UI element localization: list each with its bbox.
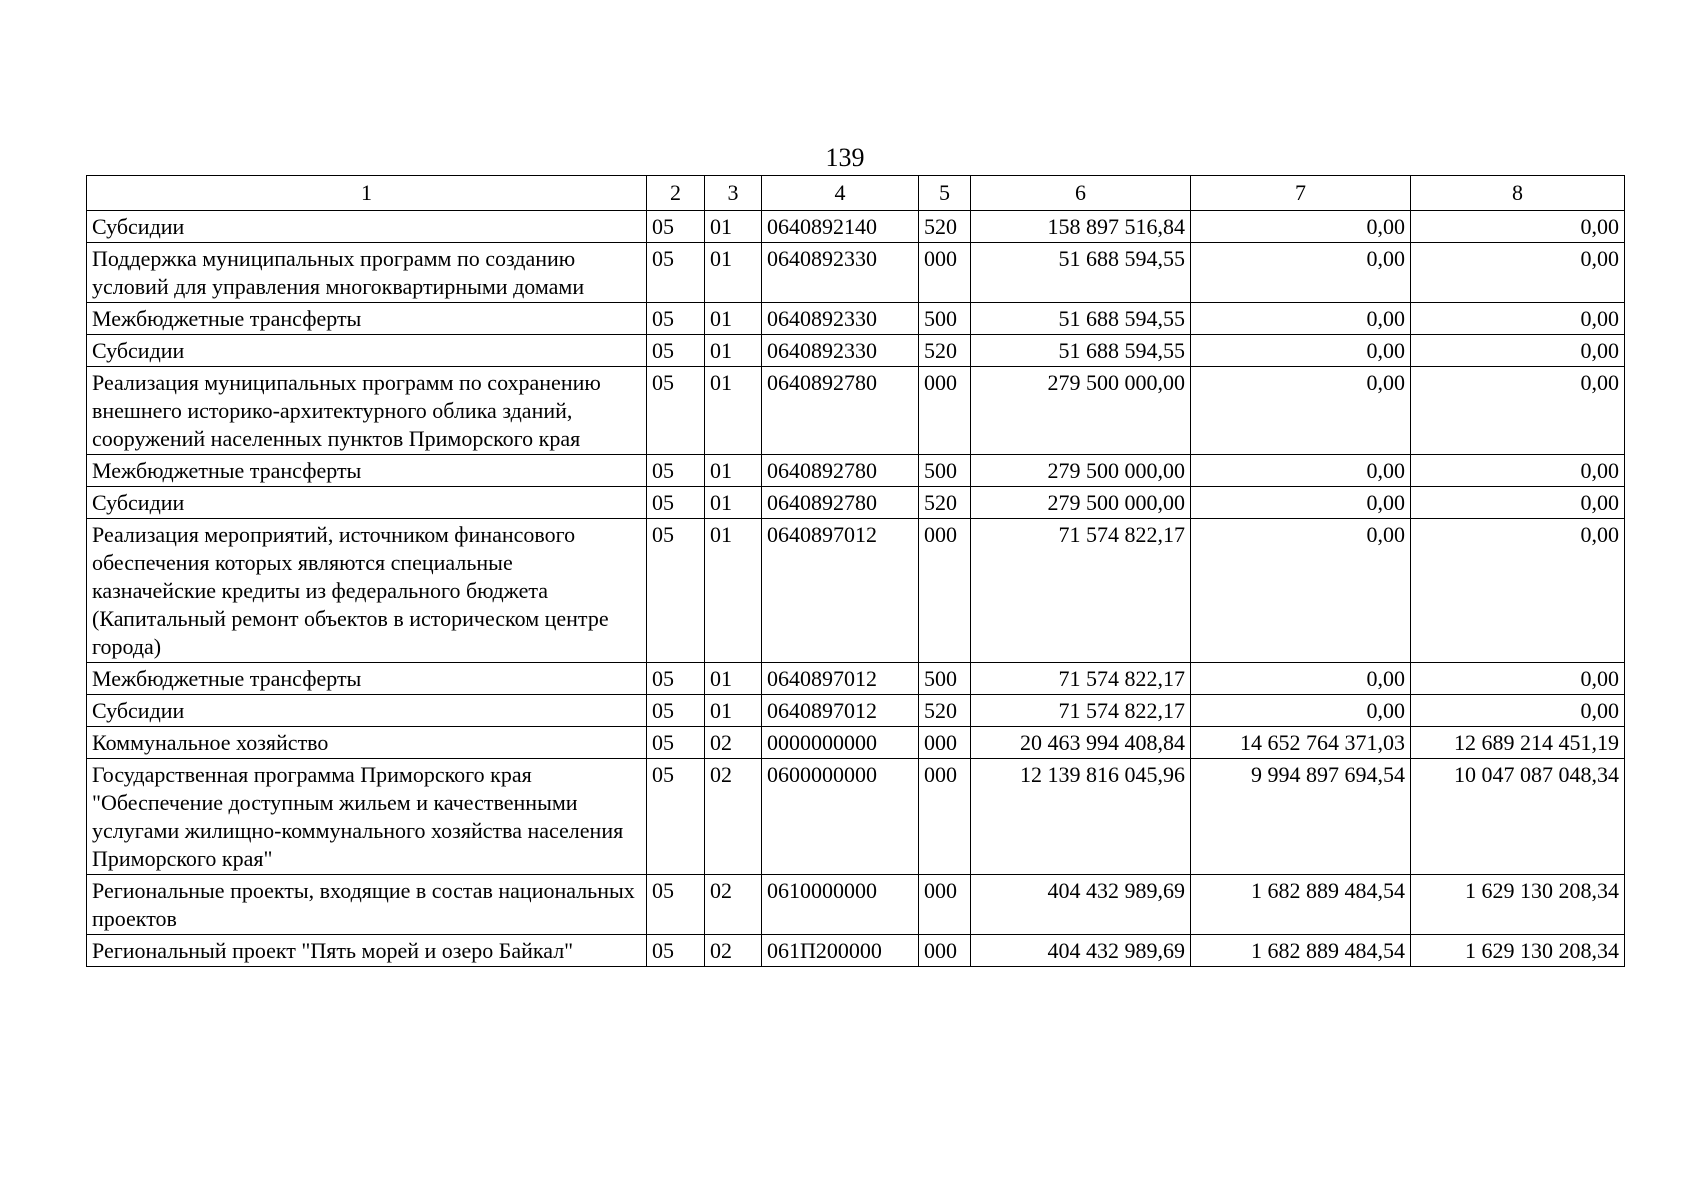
amount-col7-cell: 0,00	[1191, 695, 1411, 727]
amount-col6-cell: 20 463 994 408,84	[971, 727, 1191, 759]
amount-col6-cell: 51 688 594,55	[971, 303, 1191, 335]
target-article-cell: 0640892330	[762, 243, 919, 303]
row-name-cell: Субсидии	[87, 211, 647, 243]
target-article-cell: 0640892140	[762, 211, 919, 243]
expense-type-cell: 520	[919, 487, 971, 519]
row-name-cell: Межбюджетные трансферты	[87, 303, 647, 335]
subsection-code-cell: 02	[705, 727, 762, 759]
amount-col6-cell: 51 688 594,55	[971, 335, 1191, 367]
subsection-code-cell: 01	[705, 243, 762, 303]
target-article-cell: 0640897012	[762, 519, 919, 663]
amount-col8-cell: 0,00	[1411, 487, 1625, 519]
section-code-cell: 05	[647, 487, 705, 519]
column-header: 1	[87, 176, 647, 211]
expense-type-cell: 520	[919, 211, 971, 243]
column-header: 8	[1411, 176, 1625, 211]
table-row	[87, 759, 1625, 875]
amount-col8-cell: 0,00	[1411, 211, 1625, 243]
target-article-cell: 0640897012	[762, 695, 919, 727]
table-row	[87, 335, 1625, 367]
expense-type-cell: 000	[919, 519, 971, 663]
section-code-cell: 05	[647, 727, 705, 759]
section-code-cell: 05	[647, 695, 705, 727]
row-name-cell: Межбюджетные трансферты	[87, 663, 647, 695]
table-row	[87, 663, 1625, 695]
target-article-cell: 0600000000	[762, 759, 919, 875]
amount-col7-cell: 0,00	[1191, 335, 1411, 367]
row-name-cell: Коммунальное хозяйство	[87, 727, 647, 759]
amount-col6-cell: 279 500 000,00	[971, 455, 1191, 487]
amount-col7-cell: 0,00	[1191, 367, 1411, 455]
amount-col8-cell: 0,00	[1411, 243, 1625, 303]
column-header: 2	[647, 176, 705, 211]
target-article-cell: 0000000000	[762, 727, 919, 759]
amount-col7-cell: 9 994 897 694,54	[1191, 759, 1411, 875]
target-article-cell: 0610000000	[762, 875, 919, 935]
table-row	[87, 243, 1625, 303]
expense-type-cell: 500	[919, 455, 971, 487]
amount-col8-cell: 0,00	[1411, 303, 1625, 335]
section-code-cell: 05	[647, 335, 705, 367]
header-row	[87, 176, 1625, 211]
amount-col6-cell: 51 688 594,55	[971, 243, 1191, 303]
subsection-code-cell: 01	[705, 367, 762, 455]
amount-col6-cell: 279 500 000,00	[971, 367, 1191, 455]
row-name-cell: Поддержка муниципальных программ по созданию условий для управления многоквартирными домами	[87, 243, 647, 303]
expense-type-cell: 000	[919, 935, 971, 967]
amount-col7-cell: 1 682 889 484,54	[1191, 935, 1411, 967]
amount-col8-cell: 0,00	[1411, 663, 1625, 695]
amount-col7-cell: 0,00	[1191, 243, 1411, 303]
amount-col7-cell: 0,00	[1191, 455, 1411, 487]
row-name-cell: Государственная программа Приморского края "Обеспечение доступным жильем и качественными услугами жилищно-коммунального хозяйства населения Приморского края"	[87, 759, 647, 875]
expense-type-cell: 520	[919, 695, 971, 727]
table-row	[87, 211, 1625, 243]
section-code-cell: 05	[647, 759, 705, 875]
amount-col6-cell: 404 432 989,69	[971, 875, 1191, 935]
amount-col7-cell: 0,00	[1191, 519, 1411, 663]
amount-col7-cell: 1 682 889 484,54	[1191, 875, 1411, 935]
amount-col7-cell: 0,00	[1191, 303, 1411, 335]
table-row	[87, 455, 1625, 487]
subsection-code-cell: 01	[705, 455, 762, 487]
expense-type-cell: 000	[919, 243, 971, 303]
amount-col7-cell: 14 652 764 371,03	[1191, 727, 1411, 759]
amount-col6-cell: 71 574 822,17	[971, 519, 1191, 663]
section-code-cell: 05	[647, 663, 705, 695]
target-article-cell: 0640892330	[762, 303, 919, 335]
amount-col6-cell: 404 432 989,69	[971, 935, 1191, 967]
row-name-cell: Реализация мероприятий, источником финансового обеспечения которых являются специальные казначейские кредиты из федерального бюджета (Капитальный ремонт объектов в историческом центре города)	[87, 519, 647, 663]
amount-col8-cell: 1 629 130 208,34	[1411, 935, 1625, 967]
table-row	[87, 303, 1625, 335]
amount-col6-cell: 158 897 516,84	[971, 211, 1191, 243]
expense-type-cell: 500	[919, 663, 971, 695]
subsection-code-cell: 01	[705, 335, 762, 367]
row-name-cell: Реализация муниципальных программ по сохранению внешнего историко-архитектурного облика зданий, сооружений населенных пунктов Приморского края	[87, 367, 647, 455]
amount-col8-cell: 0,00	[1411, 695, 1625, 727]
amount-col8-cell: 0,00	[1411, 335, 1625, 367]
amount-col6-cell: 279 500 000,00	[971, 487, 1191, 519]
target-article-cell: 061П200000	[762, 935, 919, 967]
section-code-cell: 05	[647, 935, 705, 967]
column-header: 3	[705, 176, 762, 211]
subsection-code-cell: 02	[705, 935, 762, 967]
amount-col7-cell: 0,00	[1191, 211, 1411, 243]
expense-type-cell: 500	[919, 303, 971, 335]
table-row	[87, 487, 1625, 519]
subsection-code-cell: 01	[705, 695, 762, 727]
section-code-cell: 05	[647, 303, 705, 335]
row-name-cell: Субсидии	[87, 695, 647, 727]
table-row	[87, 519, 1625, 663]
column-header: 6	[971, 176, 1191, 211]
target-article-cell: 0640892780	[762, 455, 919, 487]
subsection-code-cell: 01	[705, 303, 762, 335]
amount-col6-cell: 12 139 816 045,96	[971, 759, 1191, 875]
table-row	[87, 695, 1625, 727]
expense-type-cell: 000	[919, 875, 971, 935]
budget-table	[86, 175, 1625, 967]
subsection-code-cell: 01	[705, 211, 762, 243]
subsection-code-cell: 01	[705, 519, 762, 663]
amount-col6-cell: 71 574 822,17	[971, 663, 1191, 695]
table-row	[87, 367, 1625, 455]
expense-type-cell: 000	[919, 759, 971, 875]
section-code-cell: 05	[647, 211, 705, 243]
target-article-cell: 0640897012	[762, 663, 919, 695]
subsection-code-cell: 02	[705, 759, 762, 875]
amount-col8-cell: 12 689 214 451,19	[1411, 727, 1625, 759]
column-header: 5	[919, 176, 971, 211]
column-header: 4	[762, 176, 919, 211]
expense-type-cell: 000	[919, 727, 971, 759]
amount-col8-cell: 0,00	[1411, 519, 1625, 663]
section-code-cell: 05	[647, 875, 705, 935]
amount-col8-cell: 1 629 130 208,34	[1411, 875, 1625, 935]
expense-type-cell: 520	[919, 335, 971, 367]
amount-col8-cell: 0,00	[1411, 367, 1625, 455]
expense-type-cell: 000	[919, 367, 971, 455]
section-code-cell: 05	[647, 367, 705, 455]
amount-col7-cell: 0,00	[1191, 487, 1411, 519]
row-name-cell: Межбюджетные трансферты	[87, 455, 647, 487]
subsection-code-cell: 02	[705, 875, 762, 935]
target-article-cell: 0640892780	[762, 367, 919, 455]
table-row	[87, 875, 1625, 935]
amount-col8-cell: 0,00	[1411, 455, 1625, 487]
page-number: 139	[825, 143, 865, 172]
row-name-cell: Субсидии	[87, 487, 647, 519]
subsection-code-cell: 01	[705, 487, 762, 519]
section-code-cell: 05	[647, 243, 705, 303]
amount-col6-cell: 71 574 822,17	[971, 695, 1191, 727]
section-code-cell: 05	[647, 455, 705, 487]
row-name-cell: Субсидии	[87, 335, 647, 367]
table-body	[87, 211, 1625, 967]
amount-col8-cell: 10 047 087 048,34	[1411, 759, 1625, 875]
row-name-cell: Региональный проект "Пять морей и озеро Байкал"	[87, 935, 647, 967]
column-header: 7	[1191, 176, 1411, 211]
table-row	[87, 727, 1625, 759]
section-code-cell: 05	[647, 519, 705, 663]
target-article-cell: 0640892780	[762, 487, 919, 519]
amount-col7-cell: 0,00	[1191, 663, 1411, 695]
target-article-cell: 0640892330	[762, 335, 919, 367]
row-name-cell: Региональные проекты, входящие в состав национальных проектов	[87, 875, 647, 935]
table-row	[87, 935, 1625, 967]
subsection-code-cell: 01	[705, 663, 762, 695]
